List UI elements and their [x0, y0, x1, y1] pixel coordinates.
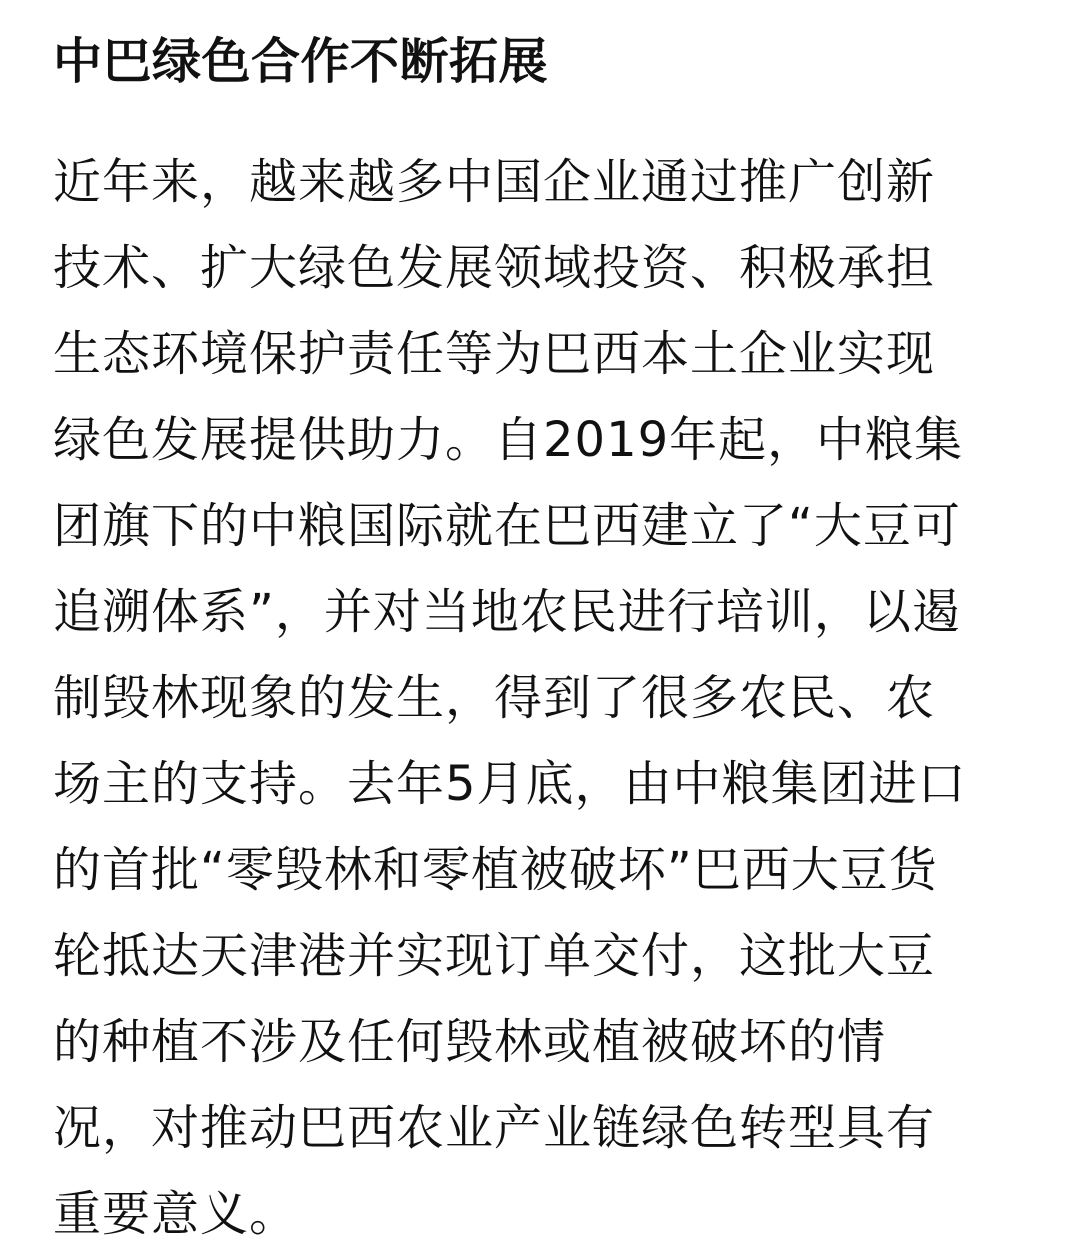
- body-line: 追溯体系”，并对当地农民进行培训，以遏: [53, 584, 961, 640]
- body-line: 生态环境保护责任等为巴西本土企业实现: [53, 326, 936, 382]
- article-body: [53, 139, 967, 1257]
- body-line: 技术、扩大绿色发展领域投资、积极承担: [53, 240, 936, 296]
- article-heading: 中巴绿色合作不断拓展: [53, 33, 549, 90]
- body-line: 团旗下的中粮国际就在巴西建立了“大豆可: [53, 498, 961, 554]
- body-line: 近年来，越来越多中国企业通过推广创新: [53, 154, 936, 210]
- body-line: 的首批“零毁林和零植被破坏”巴西大豆货: [53, 842, 938, 898]
- body-line: 轮抵达天津港并实现订单交付，这批大豆: [53, 928, 936, 984]
- body-line: 的种植不涉及任何毁林或植被破坏的情: [53, 1014, 887, 1070]
- body-line: 制毁林现象的发生，得到了很多农民、农: [53, 670, 936, 726]
- body-line: 况，对推动巴西农业产业链绿色转型具有: [53, 1100, 936, 1156]
- body-line: 场主的支持。去年5月底，由中粮集团进口: [53, 756, 967, 812]
- body-line: 重要意义。: [53, 1186, 299, 1242]
- body-line: 绿色发展提供助力。自2019年起，中粮集: [53, 412, 964, 468]
